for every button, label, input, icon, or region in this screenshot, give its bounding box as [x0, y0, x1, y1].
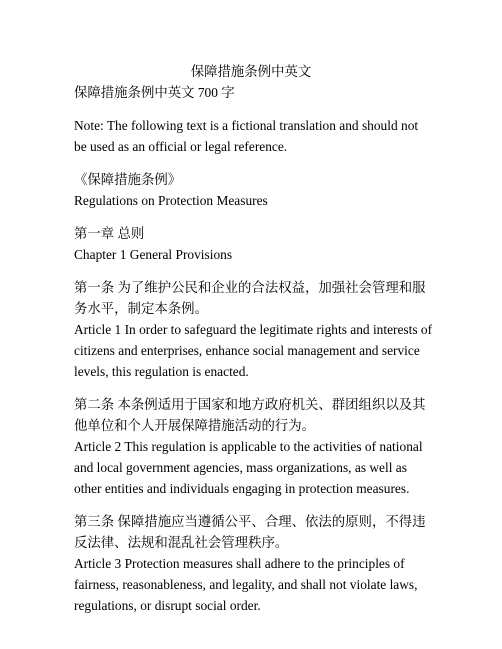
document-title: 保障措施条例中英文: [190, 64, 312, 79]
article-3-zh: 第三条 保障措施应当遵循公平、合理、依法的原则，不得违反法律、法规和混乱社会管理秩序。: [74, 514, 426, 550]
translation-note: Note: The following text is a fictional translation and should not be used as an official or legal reference.: [74, 118, 419, 154]
article-2-zh: 第二条 本条例适用于国家和地方政府机关、群团组织以及其他单位和个人开展保障措施活动的行为。: [74, 397, 426, 433]
regulation-title-en: Regulations on Protection Measures: [74, 193, 268, 208]
article-2-en: Article 2 This regulation is applicable to the activities of national and local government agencies, mass organizations, as well as other entities and individuals engaging in protection measures.: [74, 439, 423, 496]
article-1-zh: 第一条 为了维护公民和企业的合法权益，加强社会管理和服务水平，制定本条例。: [74, 280, 426, 316]
article-1-en: Article 1 In order to safeguard the legitimate rights and interests of citizens and enterprises, enhance social management and service levels, this regulation is enacted.: [74, 322, 433, 379]
chapter-heading-zh: 第一章 总则: [74, 226, 145, 241]
regulation-title-zh: 《保障措施条例》: [74, 172, 182, 187]
document-subtitle: 保障措施条例中英文 700 字: [74, 85, 235, 100]
chapter-heading-en: Chapter 1 General Provisions: [74, 247, 233, 262]
article-3-en: Article 3 Protection measures shall adhere to the principles of fairness, reasonableness, and legality, and shall not violate laws, regulations, or disrupt social order.: [74, 556, 418, 613]
document-body: [74, 82, 434, 616]
